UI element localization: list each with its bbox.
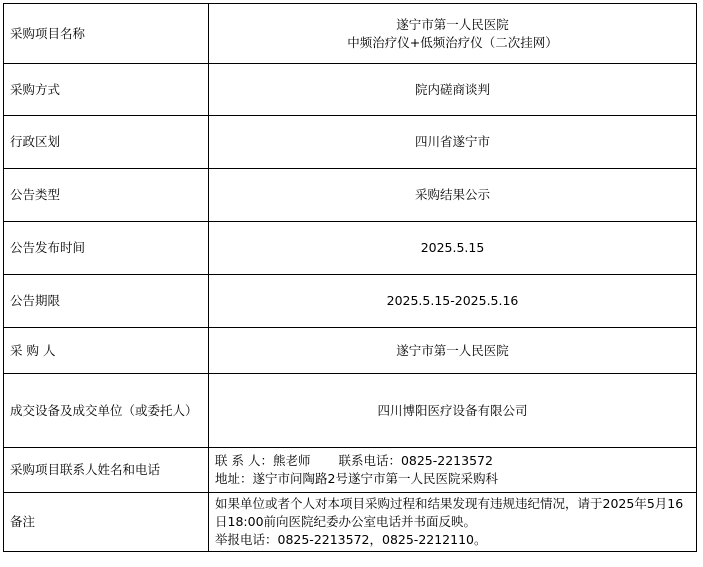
row-project-name (4, 4, 697, 64)
label-procurement-method: 采购方式 (4, 64, 209, 116)
value-purchaser: 遂宁市第一人民医院 (209, 328, 697, 374)
contact-name: 联 系 人：熊老师 (215, 453, 311, 468)
remarks-note: 如果单位或者个人对本项目采购过程和结果发现有违规违纪情况，请于2025年5月16日18:00前向医院纪委办公室电话并书面反映。 (215, 496, 684, 529)
label-notice-type: 公告类型 (4, 169, 209, 222)
value-project-name (209, 4, 697, 64)
row-publish-time (4, 222, 697, 275)
row-winning-supplier (4, 374, 697, 448)
value-publish-time: 2025.5.15 (209, 222, 697, 275)
project-name-line-2: 中频治疗仪+低频治疗仪（二次挂网） (347, 34, 558, 50)
row-procurement-method (4, 64, 697, 116)
row-purchaser (4, 328, 697, 374)
row-notice-period (4, 275, 697, 328)
label-contact: 采购项目联系人姓名和电话 (4, 448, 209, 493)
label-notice-period: 公告期限 (4, 275, 209, 328)
value-contact (209, 448, 697, 493)
label-publish-time: 公告发布时间 (4, 222, 209, 275)
label-winning-supplier (4, 374, 209, 448)
value-region: 四川省遂宁市 (209, 116, 697, 169)
label-region: 行政区划 (4, 116, 209, 169)
contact-address: 地址：遂宁市问陶路2号遂宁市第一人民医院采购科 (215, 471, 498, 486)
label-winning-supplier-text: 成交设备及成交单位（或委托人） (10, 402, 198, 418)
row-remarks (4, 493, 697, 552)
value-procurement-method: 院内磋商谈判 (209, 64, 697, 116)
procurement-result-table (3, 3, 697, 552)
value-winning-supplier: 四川博阳医疗设备有限公司 (209, 374, 697, 448)
contact-line (215, 452, 690, 470)
row-notice-type (4, 169, 697, 222)
label-project-name: 采购项目名称 (4, 4, 209, 64)
row-contact (4, 448, 697, 493)
project-name-line-1: 遂宁市第一人民医院 (396, 16, 509, 32)
value-notice-period: 2025.5.15-2025.5.16 (209, 275, 697, 328)
label-remarks: 备注 (4, 493, 209, 552)
value-remarks (209, 493, 697, 552)
row-region (4, 116, 697, 169)
value-notice-type: 采购结果公示 (209, 169, 697, 222)
label-purchaser: 采 购 人 (4, 328, 209, 374)
remarks-report-phone: 举报电话：0825-2213572，0825-2212110。 (215, 532, 487, 547)
contact-phone: 联系电话：0825-2213572 (338, 453, 493, 468)
